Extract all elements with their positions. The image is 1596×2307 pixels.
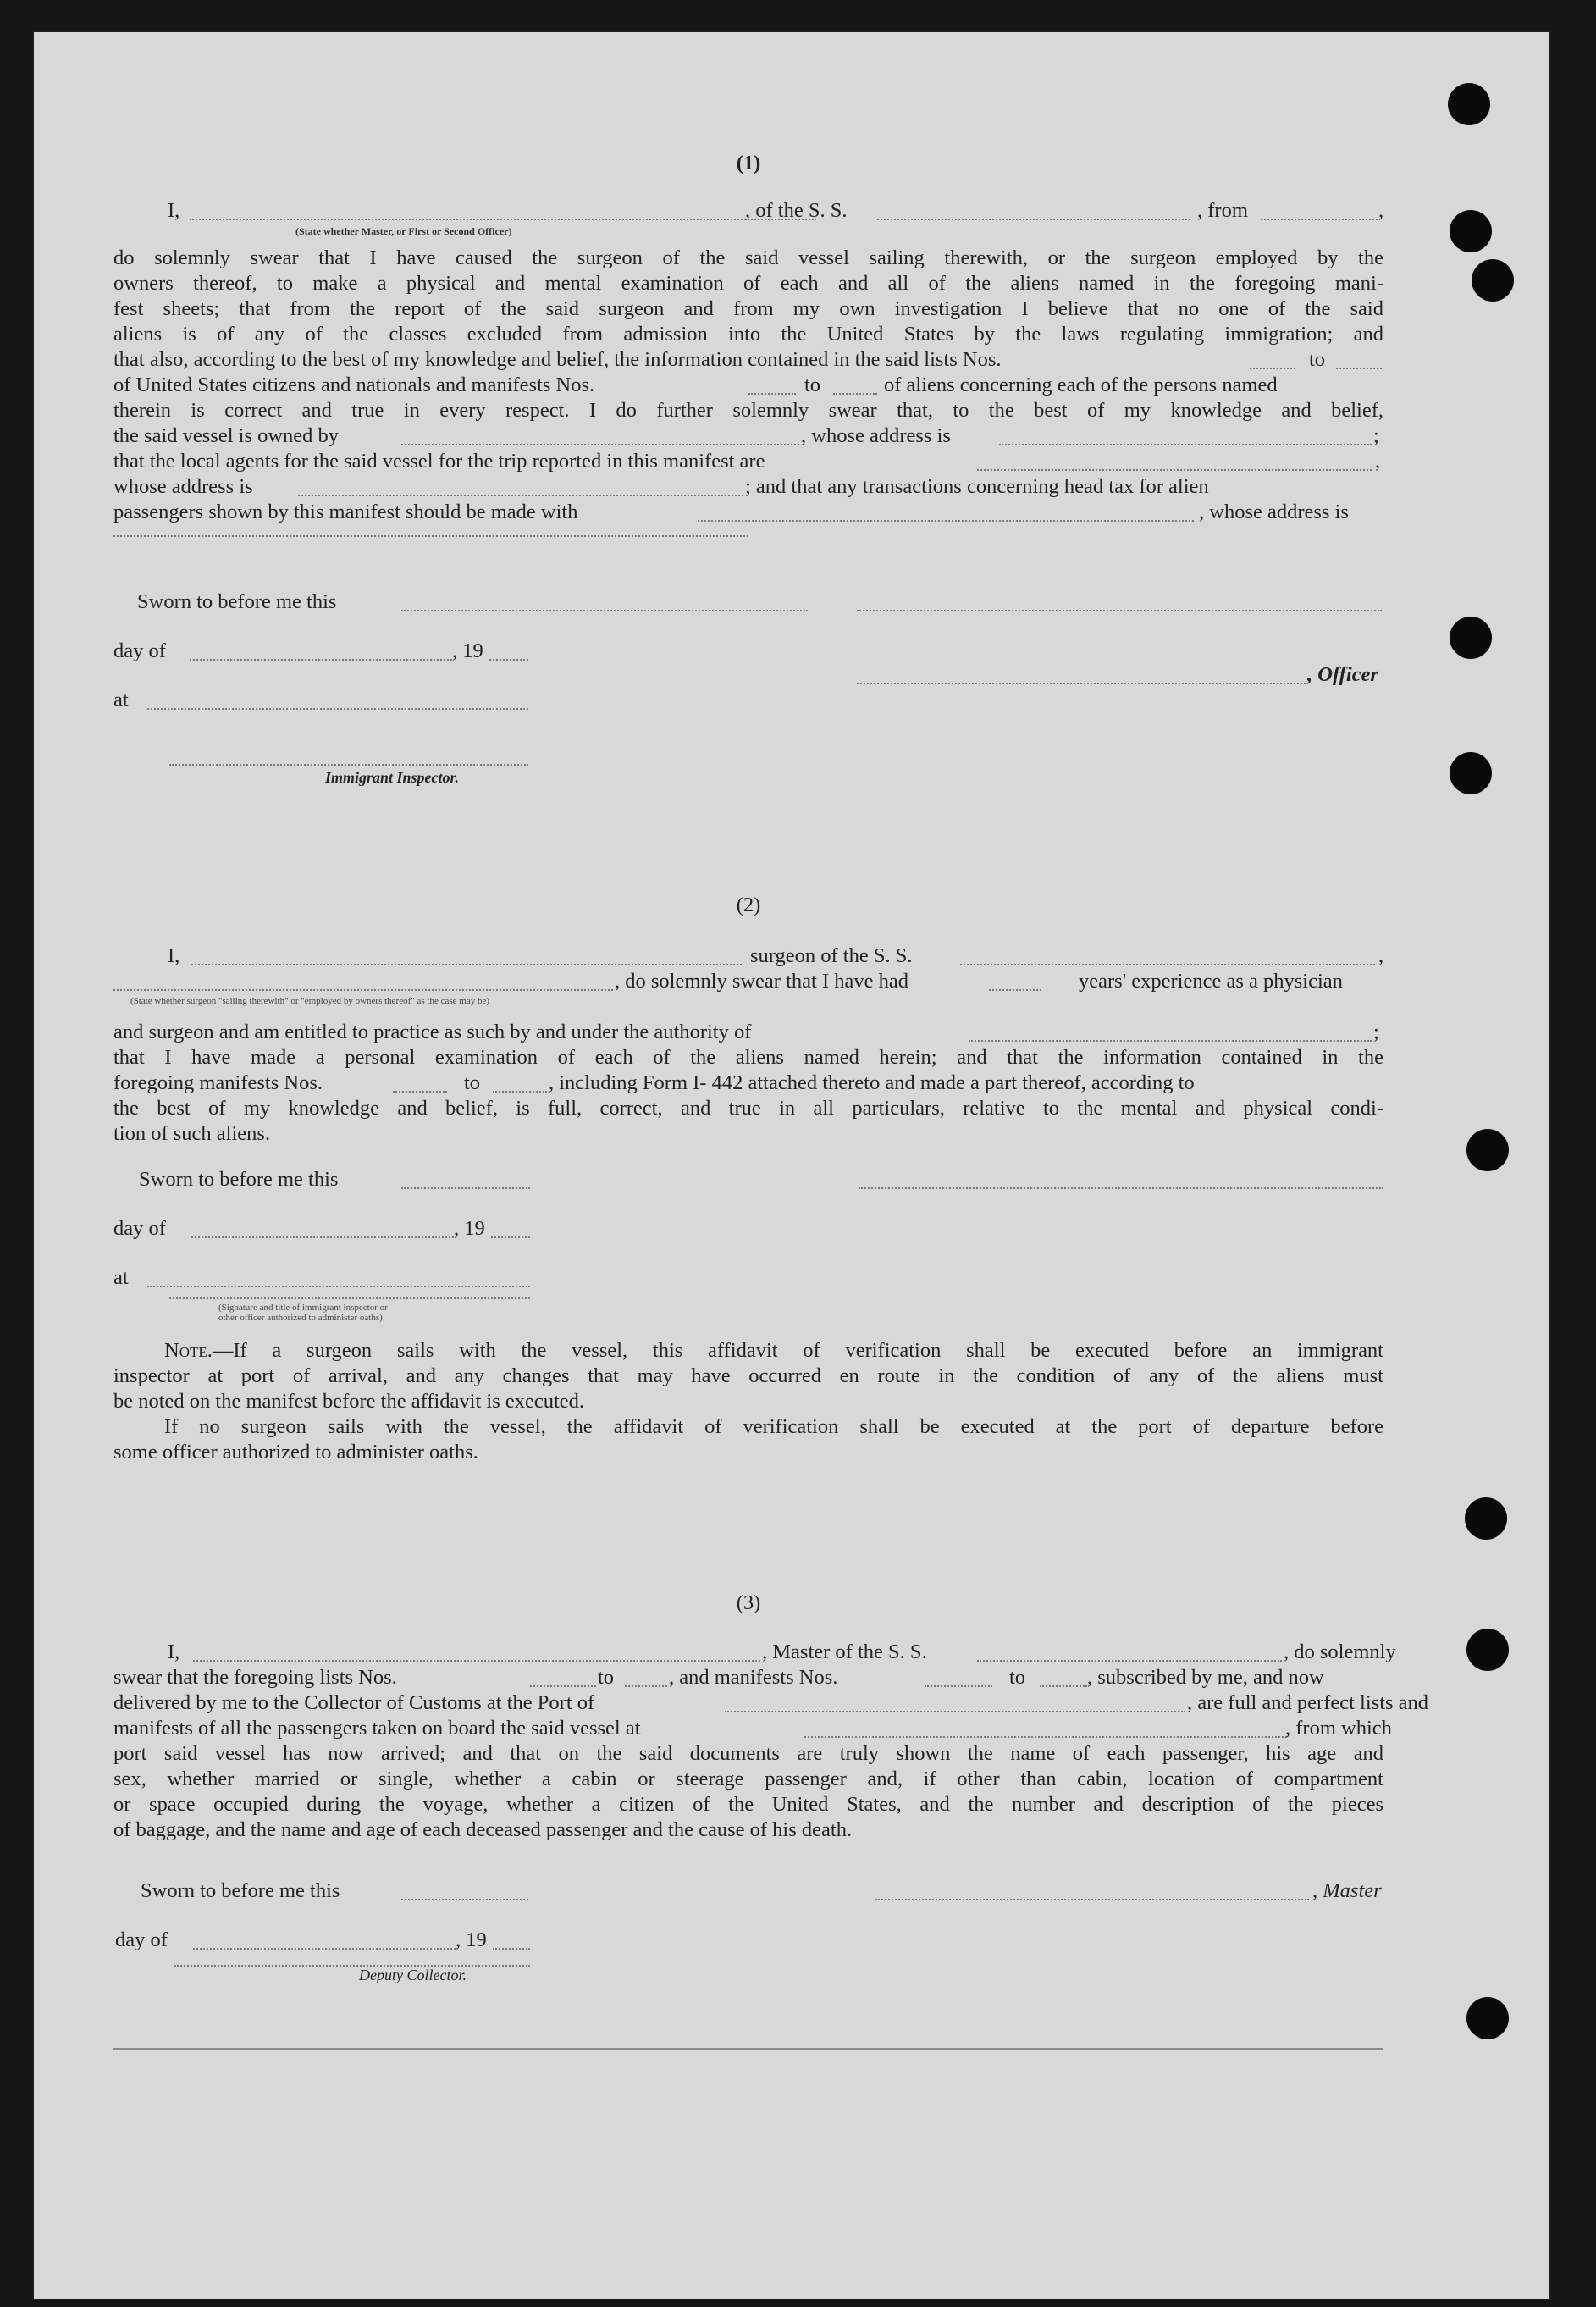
surgeon-oath-line: [113, 943, 1383, 969]
port-line: [113, 1690, 1429, 1716]
sworn-line: [113, 1167, 1383, 1192]
text: surgeon of the S. S.: [750, 944, 913, 967]
blank-list-from[interactable]: [530, 1685, 596, 1687]
text: , and manifests Nos.: [669, 1666, 838, 1689]
master-oath-line: [113, 1640, 1396, 1665]
text: of aliens concerning each of the persons named: [884, 373, 1278, 396]
blank-manifest-to[interactable]: [493, 1091, 547, 1093]
sworn-line: [113, 589, 1383, 615]
blank-signature[interactable]: [169, 1297, 530, 1299]
blank-officer-signature[interactable]: [857, 610, 1382, 611]
text: to: [804, 373, 821, 396]
blank-local-agents[interactable]: [977, 469, 1372, 471]
agent-address-line: [113, 474, 1383, 500]
text: , do solemnly swear that I have had: [615, 970, 908, 993]
note-line: inspector at port of arrival, and any changes that may have occurred en route in the condition of any of the aliens must: [113, 1364, 1383, 1387]
body-line: port said vessel has now arrived; and that on the said documents are truly shown the name of each passenger, his age and: [113, 1742, 1383, 1765]
punch-hole: [1466, 1629, 1509, 1671]
text: of United States citizens and nationals and manifests Nos.: [113, 373, 595, 396]
body-line: of baggage, and the name and age of each deceased passenger and the cause of his death.: [113, 1818, 853, 1841]
blank-surgeon-capacity[interactable]: [113, 989, 613, 991]
blank-manifest-to[interactable]: [1040, 1685, 1087, 1687]
note-label: Note.: [164, 1339, 213, 1362]
text: day of: [113, 1217, 166, 1240]
blank-manifest-from[interactable]: [748, 393, 796, 395]
text: ;: [1373, 1021, 1379, 1043]
head-tax-line: [113, 500, 1383, 525]
text: that also, according to the best of my knowledge and belief, the information contained in the said lists Nos.: [113, 348, 1002, 371]
authority-line: [113, 1020, 1383, 1045]
text: ; and that any transactions concerning head tax for alien: [745, 475, 1209, 498]
punch-hole: [1450, 617, 1492, 659]
text: ,: [1375, 450, 1381, 473]
lists-nos-line: [113, 347, 1383, 373]
blank-owner-address[interactable]: [999, 444, 1372, 445]
blank-inspector-signature[interactable]: [169, 764, 528, 766]
note-line: be noted on the manifest before the affidavit is executed.: [113, 1390, 585, 1413]
blank-surgeon-signature[interactable]: [859, 1187, 1383, 1189]
blank-manifest-to[interactable]: [833, 393, 877, 395]
blank-port[interactable]: [725, 1711, 1185, 1712]
text: day of: [113, 639, 166, 662]
body-line: aliens is of any of the classes excluded from admission into the United States by the laws regulating immigration; and: [113, 323, 1383, 346]
section-number: (2): [736, 893, 761, 916]
blank-master-signature[interactable]: [875, 1899, 1309, 1900]
text: ,: [1378, 944, 1384, 967]
note-line: If no surgeon sails with the vessel, the affidavit of verification shall be executed at the port of departure before: [164, 1415, 1383, 1438]
text: and surgeon and am entitled to practice as such by and under the authority of: [113, 1021, 752, 1043]
body-line: the best of my knowledge and belief, is full, correct, and true in all particulars, relative to the mental and physical condi-: [113, 1097, 1383, 1120]
day-of-line: [113, 639, 1383, 664]
text: , 19: [454, 1217, 485, 1240]
body-line: fest sheets; that from the report of the said surgeon and from my own investigation I believe that no one of the said: [113, 297, 1383, 320]
text: , subscribed by me, and now: [1087, 1666, 1324, 1689]
text: day of: [115, 1928, 168, 1951]
text: foregoing manifests Nos.: [113, 1071, 323, 1094]
text: whose address is: [113, 475, 253, 498]
punch-hole: [1450, 752, 1492, 794]
blank-vessel-name[interactable]: [960, 964, 1375, 965]
text: to: [598, 1666, 615, 1689]
section-number: (3): [736, 1591, 761, 1614]
text: , are full and perfect lists and: [1187, 1691, 1429, 1714]
text: delivered by me to the Collector of Customs at the Port of: [113, 1691, 595, 1714]
inspector-caption: Immigrant Inspector.: [325, 769, 460, 786]
experience-line: [113, 969, 1383, 994]
blank-year[interactable]: [491, 1236, 530, 1238]
text: passengers shown by this manifest should be made with: [113, 501, 578, 523]
blank-month[interactable]: [191, 1236, 454, 1238]
text: —If a surgeon sails with the vessel, this affidavit of verification shall be executed before an immigrant: [212, 1339, 1383, 1362]
owned-by-line: [113, 423, 1383, 449]
punch-hole: [1448, 83, 1490, 125]
blank-year[interactable]: [493, 1948, 530, 1950]
body-line: do solemnly swear that I have caused the surgeon of the said vessel sailing therewith, or the surgeon employed by the: [113, 246, 1383, 269]
text: Sworn to before me this: [139, 1168, 339, 1191]
blank-years[interactable]: [989, 989, 1041, 991]
blank-boarding-port[interactable]: [804, 1736, 1287, 1738]
agents-line: [113, 449, 1383, 474]
sworn-line: [113, 1878, 1383, 1904]
blank-sworn-date[interactable]: [401, 1899, 528, 1900]
blank-officer-name[interactable]: [190, 219, 816, 220]
punch-hole: [1465, 1497, 1507, 1540]
blank-month[interactable]: [193, 1948, 456, 1950]
blank-master-name[interactable]: [193, 1660, 760, 1662]
blank-list-to[interactable]: [1336, 368, 1382, 369]
text: to: [1309, 348, 1326, 371]
text: , Officer: [1307, 663, 1378, 686]
blank-year[interactable]: [489, 659, 528, 661]
blank-manifest-from[interactable]: [925, 1685, 992, 1687]
text: at: [113, 1266, 129, 1289]
blank-sworn-date[interactable]: [401, 1187, 530, 1189]
caption-officer: (State whether Master, or First or Second Officer): [295, 225, 512, 237]
day-of-line: [113, 1216, 1383, 1242]
collector-caption: Deputy Collector.: [359, 1967, 467, 1983]
text: , of the S. S.: [745, 199, 848, 222]
text: , Master: [1312, 1879, 1382, 1902]
text: to: [464, 1071, 481, 1094]
text: years' experience as a physician: [1079, 970, 1343, 993]
blank-from-port[interactable]: [1261, 219, 1378, 220]
blank-list-from[interactable]: [1250, 368, 1295, 369]
caption-surgeon: (State whether surgeon "sailing therewith" or "employed by owners thereof" as the case may be): [130, 996, 490, 1006]
blank-head-tax-party[interactable]: [698, 520, 1194, 522]
body-line: owners thereof, to make a physical and mental examination of each and all of the aliens named in the foregoing mani-: [113, 272, 1383, 295]
punch-hole: [1450, 210, 1492, 252]
text: I,: [168, 1640, 180, 1663]
text: I,: [168, 944, 180, 967]
body-line: tion of such aliens.: [113, 1122, 271, 1145]
body-line: that I have made a personal examination of each of the aliens named herein; and that the information contained in the: [113, 1046, 1383, 1069]
boarded-line: [113, 1716, 1392, 1741]
punch-hole: [1466, 1997, 1509, 2039]
blank-place[interactable]: [147, 708, 528, 710]
text: , 19: [452, 639, 483, 662]
at-line: [113, 688, 1383, 713]
blank-month[interactable]: [190, 659, 452, 661]
text: ,: [1378, 199, 1384, 222]
text: to: [1009, 1666, 1026, 1689]
punch-hole: [1466, 1129, 1509, 1171]
blank-officer-title[interactable]: [857, 683, 1306, 684]
body-line: sex, whether married or single, whether a cabin or steerage passenger and, if other than cabin, location of compartment: [113, 1768, 1383, 1790]
blank-collector-signature[interactable]: [174, 1965, 530, 1967]
section-number: (1): [736, 152, 761, 174]
text: , whose address is: [801, 424, 951, 447]
officer-oath-line: [113, 198, 1383, 224]
blank-authority[interactable]: [969, 1040, 1372, 1042]
text: , from: [1197, 199, 1248, 222]
blank-list-to[interactable]: [625, 1685, 667, 1687]
lists-line: [113, 1665, 1383, 1690]
body-line: or space occupied during the voyage, whether a citizen of the United States, and the number and description of the pieces: [113, 1793, 1383, 1816]
text: at: [113, 689, 129, 711]
text: ;: [1373, 424, 1379, 447]
signature-caption: other officer authorized to administer oaths): [218, 1313, 383, 1323]
text: swear that the foregoing lists Nos.: [113, 1666, 397, 1689]
signature-caption: (Signature and title of immigrant inspector or: [218, 1303, 388, 1313]
blank-owner[interactable]: [401, 444, 799, 445]
text: , do solemnly: [1284, 1640, 1396, 1663]
text: Sworn to before me this: [137, 590, 337, 613]
text: , Master of the S. S.: [762, 1640, 927, 1663]
text: manifests of all the passengers taken on board the said vessel at: [113, 1717, 641, 1740]
blank-agent-address[interactable]: [298, 495, 743, 496]
blank-sworn-date[interactable]: [401, 610, 808, 611]
text: , 19: [456, 1928, 487, 1951]
officer-title-line: [113, 662, 1383, 688]
text: Sworn to before me this: [141, 1879, 340, 1902]
text: , including Form I- 442 attached thereto and made a part thereof, according to: [549, 1071, 1195, 1094]
text: , from which: [1285, 1717, 1392, 1740]
body-line: therein is correct and true in every respect. I do further solemnly swear that, to the best of my knowledge and belief,: [113, 399, 1383, 422]
bottom-rule: [113, 2048, 1383, 2050]
citizens-line: [113, 373, 1383, 398]
at-line: [113, 1265, 1383, 1291]
form-line: [113, 1071, 1383, 1096]
note-line: [113, 1338, 1383, 1364]
blank-place[interactable]: [147, 1286, 530, 1287]
note-line: some officer authorized to administer oaths.: [113, 1441, 478, 1463]
blank-vessel-name[interactable]: [877, 219, 1190, 220]
blank-surgeon-name[interactable]: [191, 964, 742, 965]
text: the said vessel is owned by: [113, 424, 340, 447]
blank-manifest-from[interactable]: [393, 1091, 447, 1093]
punch-hole: [1472, 259, 1514, 302]
text: , whose address is: [1199, 501, 1349, 523]
day-of-line: [113, 1928, 1383, 1953]
text: I,: [168, 199, 180, 222]
blank-head-tax-address[interactable]: [113, 535, 748, 537]
blank-vessel-name[interactable]: [977, 1660, 1282, 1662]
text: that the local agents for the said vessel for the trip reported in this manifest are: [113, 450, 765, 473]
document-page: [34, 32, 1549, 2299]
